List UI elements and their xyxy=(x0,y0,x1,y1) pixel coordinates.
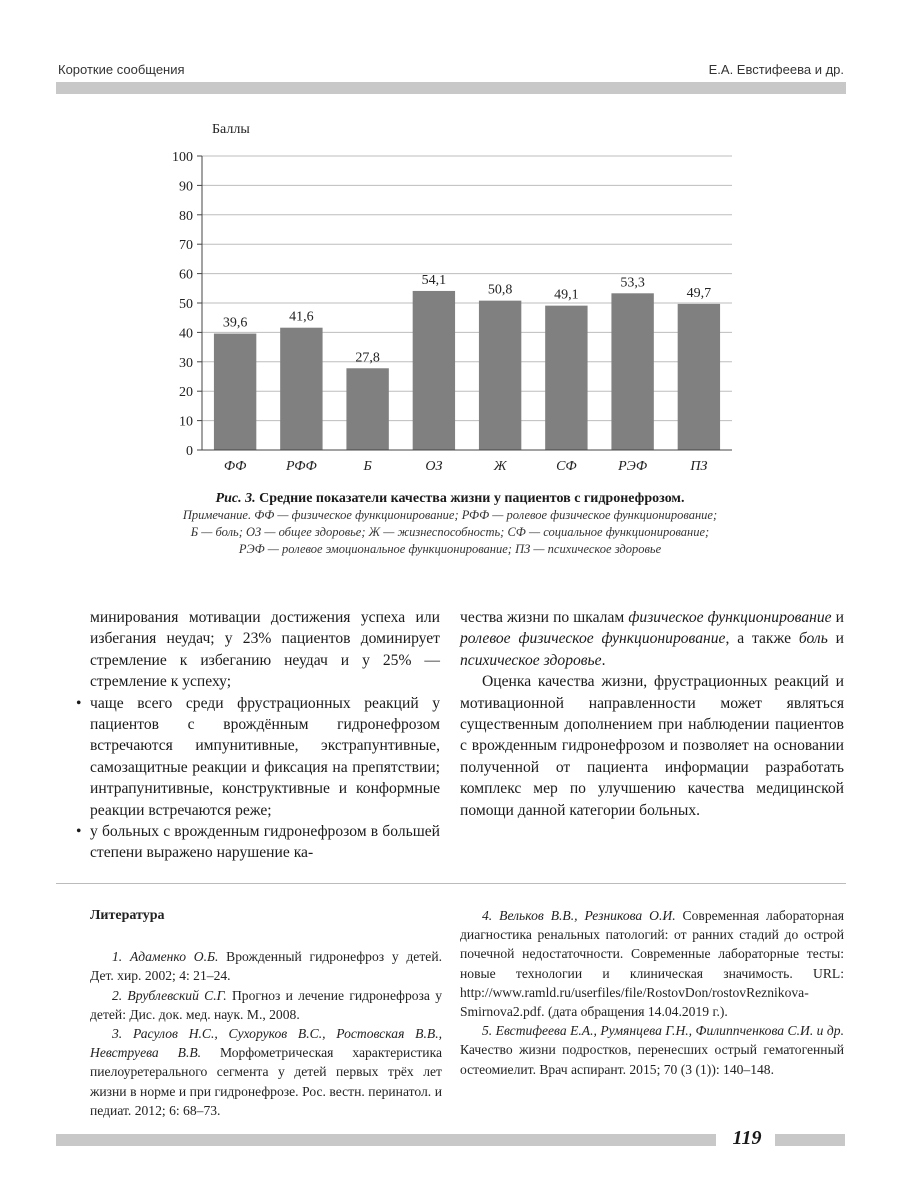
y-tick-label: 100 xyxy=(172,150,193,165)
text-run: . xyxy=(601,651,606,669)
x-tick-label: ОЗ xyxy=(425,459,443,474)
references-right xyxy=(460,906,844,1079)
data-label: 49,1 xyxy=(554,287,579,303)
x-tick-label: СФ xyxy=(556,459,577,474)
scale-term: ролевое физическое функционирование xyxy=(460,630,726,648)
y-axis-label: Баллы xyxy=(212,122,250,137)
reference-text: Современная лабораторная диагностика ренальных патологий: от ранних стадий до острой почечной недостаточности. Современные лабораторные тесты: новые технологии и клиническая значимость. URL: http://www.ramld.ru/userfiles/file/RostovDon/rostovReznikova-Smirnova2.pdf. (дата обращения 14.04.2019 г.). xyxy=(460,908,844,1020)
bar xyxy=(611,293,653,450)
reference-authors: 3. Расулов Н.С., Сухоруков В.С., Ростовская В.В., Невструева В.В. xyxy=(90,1026,442,1061)
x-tick-label: Б xyxy=(363,459,372,474)
reference-item xyxy=(460,1021,844,1079)
data-label: 53,3 xyxy=(620,275,645,291)
running-head xyxy=(58,62,844,80)
bar xyxy=(678,304,720,450)
bar xyxy=(214,334,256,450)
references-divider xyxy=(56,883,846,884)
reference-item xyxy=(460,906,844,1021)
body-paragraph xyxy=(460,607,844,671)
text-run: , а также xyxy=(725,630,799,648)
y-tick-label: 80 xyxy=(179,208,193,224)
article-authors: Е.А. Евстифеева и др. xyxy=(708,62,844,77)
reference-text: Прогноз и лечение гидронефроза у детей: Дис. док. мед. наук. М., 2008. xyxy=(90,987,442,1022)
figure-note-line-2: Б — боль; ОЗ — общее здоровье; Ж — жизнеспособность; СФ — социальное функционирование; xyxy=(190,525,710,539)
y-tick-label: 90 xyxy=(179,179,193,195)
body-column-left xyxy=(76,607,440,864)
figure-caption xyxy=(60,490,840,558)
data-label: 50,8 xyxy=(487,282,513,298)
scale-term: психическое здоровье xyxy=(460,651,602,669)
body-paragraph: Оценка качества жизни, фрустрационных реакций и мотивационной направленности может являться существенным дополнением при наблюдении пациентов с врожденным гидронефрозом и позволяет на основании полученной от пациента информации разработать комплекс мер по улучшению качества медицинской помощи данной категории больных. xyxy=(460,673,844,819)
y-tick-label: 20 xyxy=(179,385,193,401)
reference-item xyxy=(90,986,442,1024)
bullet-item xyxy=(76,693,440,821)
bullet-marker: • xyxy=(76,823,82,841)
data-label: 41,6 xyxy=(289,309,314,325)
y-tick-label: 50 xyxy=(179,297,193,312)
x-tick-label: РЭФ xyxy=(618,459,648,474)
reference-text: Качество жизни подростков, перенесших острый гематогенный остеомиелит. Врач аспирант. 2015; 70 (3 (1)): 140–148. xyxy=(460,1042,844,1077)
bar xyxy=(479,301,521,450)
bar xyxy=(413,291,455,450)
y-tick-label: 40 xyxy=(179,326,193,342)
text-run: чества жизни по шкалам xyxy=(460,609,629,626)
body-column-right xyxy=(460,607,844,821)
y-tick-label: 60 xyxy=(179,267,193,283)
figure-label: Рис. 3. xyxy=(215,491,256,506)
x-tick-label: ПЗ xyxy=(690,459,708,474)
reference-authors: 2. Врублевский С.Г. xyxy=(112,987,227,1003)
x-tick-label: ФФ xyxy=(223,459,247,474)
reference-item xyxy=(90,1024,442,1120)
bullet-item xyxy=(76,821,440,864)
figure-title-line xyxy=(60,490,840,507)
bar xyxy=(280,328,322,450)
bullet-marker: • xyxy=(76,694,82,712)
data-label: 39,6 xyxy=(222,315,248,331)
page-number: 119 xyxy=(732,1127,762,1149)
reference-item xyxy=(90,947,442,985)
reference-authors: 4. Вельков В.В., Резникова О.И. xyxy=(482,908,676,923)
references-left xyxy=(90,906,442,1120)
y-tick-label: 70 xyxy=(179,238,193,254)
y-tick-label: 30 xyxy=(179,355,193,371)
figure-note-line-3: РЭФ — ролевое эмоциональное функционирование; ПЗ — психическое здоровье xyxy=(238,542,662,556)
scale-term: физическое функционирование xyxy=(628,609,832,626)
bar xyxy=(346,368,388,450)
bar-chart xyxy=(150,118,750,478)
x-tick-label: РФФ xyxy=(286,459,317,474)
data-label: 54,1 xyxy=(421,272,447,288)
body-paragraph: минирования мотивации достижения успеха или избегания неудач; у 23% пациентов доминирует стремление к избеганию неудач и у 25% — стремление к успеху; xyxy=(90,609,440,691)
bullet-text: чаще всего среди фрустрационных реакций у пациентов с врождённым гидронефрозом встречаются импунитивные, экстрапунтивные, самозащитные реакции и фиксация на препятствии; интрапунитивные, конструктивные и конформные реакции встречаются реже; xyxy=(90,694,440,819)
data-label: 27,8 xyxy=(355,350,380,366)
references-heading: Литература xyxy=(90,908,165,923)
data-label: 49,7 xyxy=(686,285,712,301)
reference-text: Морфометрическая характеристика пиелоуретерального сегмента у детей первых трёх лет жизни в норме и при гидронефрозе. Рос. вестн. перинатол. и педиат. 2012; 6: 68–73. xyxy=(90,1045,442,1118)
footer-rule-left xyxy=(56,1134,716,1146)
text-run: и xyxy=(827,630,844,648)
text-run: и xyxy=(831,609,844,626)
y-tick-label: 0 xyxy=(186,444,193,459)
reference-text: Врожденный гидронефроз у детей. Дет. хир. 2002; 4: 21–24. xyxy=(90,949,442,984)
y-tick-label: 10 xyxy=(179,414,193,430)
scale-term: боль xyxy=(798,630,828,648)
figure-note-line-1: Примечание. ФФ — физическое функционирование; РФФ — ролевое физическое функционирование; xyxy=(182,508,718,522)
x-tick-label: Ж xyxy=(493,459,507,474)
header-rule xyxy=(56,82,846,94)
reference-authors: 1. Адаменко О.Б. xyxy=(112,949,219,965)
bar xyxy=(545,306,587,450)
reference-authors: 5. Евстифеева Е.А., Румянцева Г.Н., Филиппченкова С.И. и др. xyxy=(482,1023,844,1039)
bullet-text: у больных с врожденным гидронефрозом в большей степени выражено нарушение ка- xyxy=(90,823,440,862)
section-title: Короткие сообщения xyxy=(58,62,185,77)
figure-title: Средние показатели качества жизни у пациентов с гидронефрозом. xyxy=(259,491,685,506)
footer-rule-right xyxy=(775,1134,845,1146)
